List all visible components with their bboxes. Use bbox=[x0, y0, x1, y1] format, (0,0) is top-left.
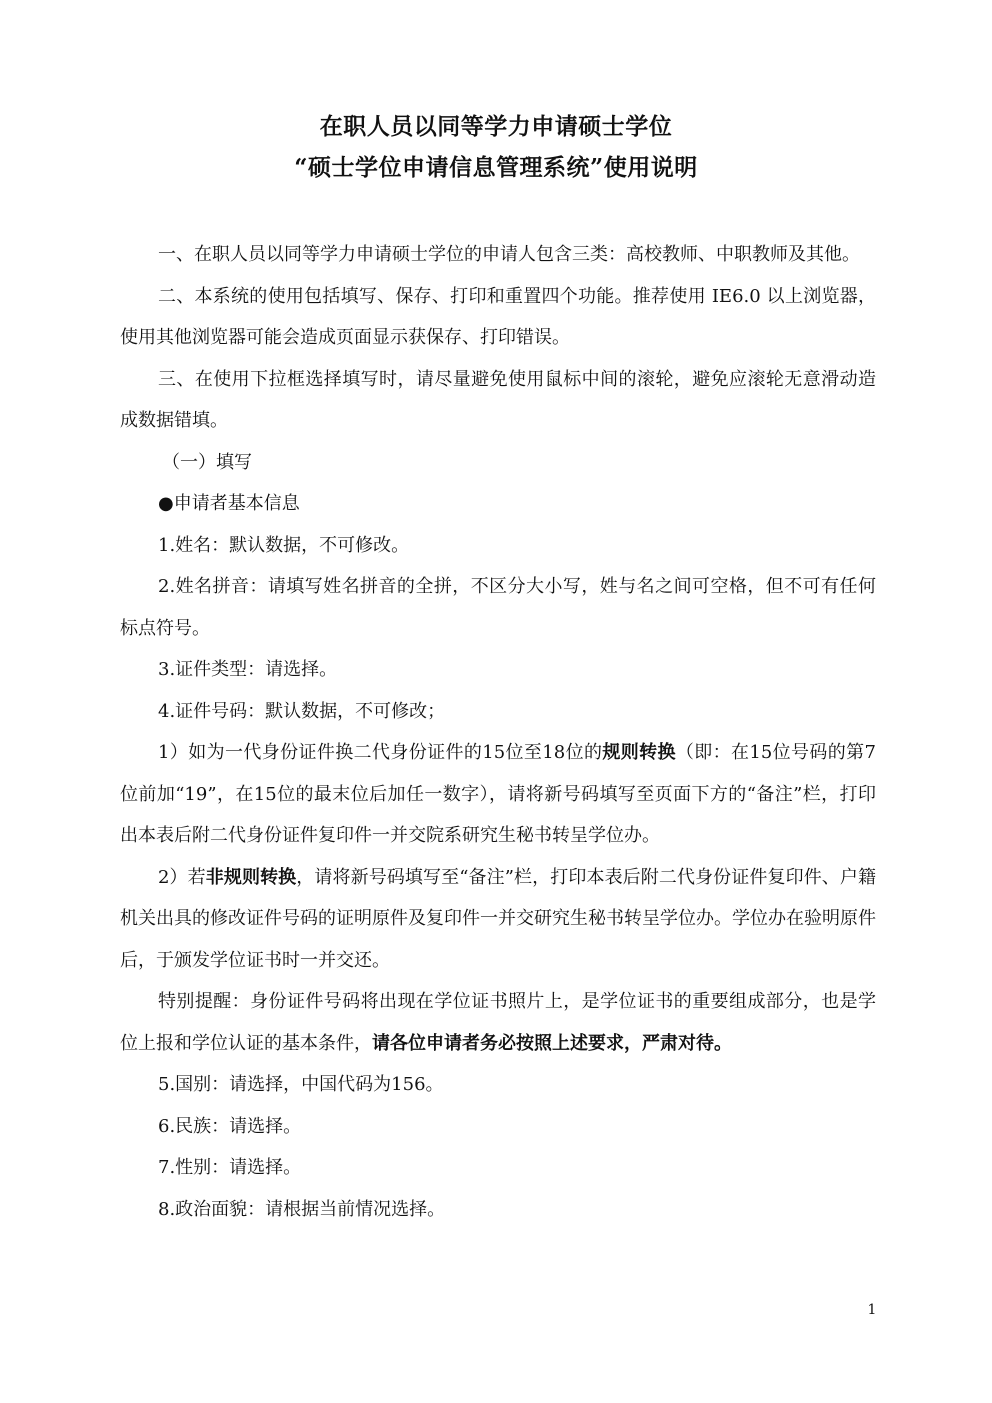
remind-text-a: 特别提醒：身份证件号码将出现在学位证书照片上，是学位证书的重要组成部分， bbox=[158, 991, 822, 1012]
page-title-line-2: “硕士学位申请信息管理系统”使用说明 bbox=[294, 154, 698, 181]
remind-bold-c: 请各位申请者务必按照上述要求，严肃对待。 bbox=[372, 1032, 732, 1054]
sub-item-regular-conversion bbox=[120, 732, 876, 857]
sub2-bold-irregular: 非规则转换 bbox=[205, 866, 297, 888]
section-heading-fill: （一）填写 bbox=[162, 451, 252, 473]
item-political-status: 8.政治面貌：请根据当前情况选择。 bbox=[158, 1198, 446, 1220]
paragraph-system-functions: 二、本系统的使用包括填写、保存、打印和重置四个功能。推荐使用 IE6.0 以上浏览器，使用其他浏览器可能会造成页面显示获保存、打印错误。 bbox=[120, 285, 876, 348]
subheading-basic-info: ●申请者基本信息 bbox=[158, 493, 300, 514]
document-body bbox=[120, 234, 876, 1230]
page-number: 1 bbox=[867, 1302, 877, 1318]
remind-text-b: 也是学位上报和学位认证的基本条件， bbox=[120, 991, 876, 1054]
sub-item-irregular-conversion bbox=[120, 857, 876, 982]
paragraph-applicant-types: 一、在职人员以同等学力申请硕士学位的申请人包含三类：高校教师、中职教师及其他。 bbox=[158, 244, 860, 265]
item-gender: 7.性别：请选择。 bbox=[158, 1157, 302, 1178]
sub1-text-a: 1）如为一代身份证件换二代身份证件的15位至18位的 bbox=[158, 742, 603, 763]
item-id-type: 3.证件类型：请选择。 bbox=[158, 659, 338, 680]
item-ethnicity: 6.民族：请选择。 bbox=[158, 1115, 302, 1137]
sub2-text-a: 2）若 bbox=[158, 866, 206, 888]
sub2-text-c: ，请将新号码填写至“备注”栏，打印本表后附二代身份证件复印件、户籍机关出具的修改证件号码的证明原件及复印件一并交研究生秘书转呈学位办。学位办在验明原件后，于颁发学位证书时一并交还。 bbox=[120, 866, 877, 971]
page-title-line-1: 在职人员以同等学力申请硕士学位 bbox=[319, 113, 673, 140]
paragraph-dropdown-advice: 三、在使用下拉框选择填写时，请尽量避免使用鼠标中间的滚轮，避免应滚轮无意滑动造成数据错填。 bbox=[120, 368, 876, 431]
item-id-number: 4.证件号码：默认数据，不可修改； bbox=[158, 700, 446, 722]
special-reminder bbox=[120, 981, 876, 1064]
sub1-text-c: （即：在15位号码的第7位前加“19”，在15位的最末位后加任一数字），请将新号码填写至页面下方的“备注”栏，打印出本表后附二代身份证件复印件一并交院系研究生秘书转呈学位办。 bbox=[120, 742, 876, 846]
item-name: 1.姓名：默认数据，不可修改。 bbox=[158, 534, 410, 556]
item-name-pinyin: 2.姓名拼音：请填写姓名拼音的全拼，不区分大小写，姓与名之间可空格，但不可有任何标点符号。 bbox=[120, 576, 876, 639]
item-country: 5.国别：请选择，中国代码为156。 bbox=[158, 1074, 444, 1095]
sub1-bold-regular: 规则转换 bbox=[602, 742, 676, 763]
